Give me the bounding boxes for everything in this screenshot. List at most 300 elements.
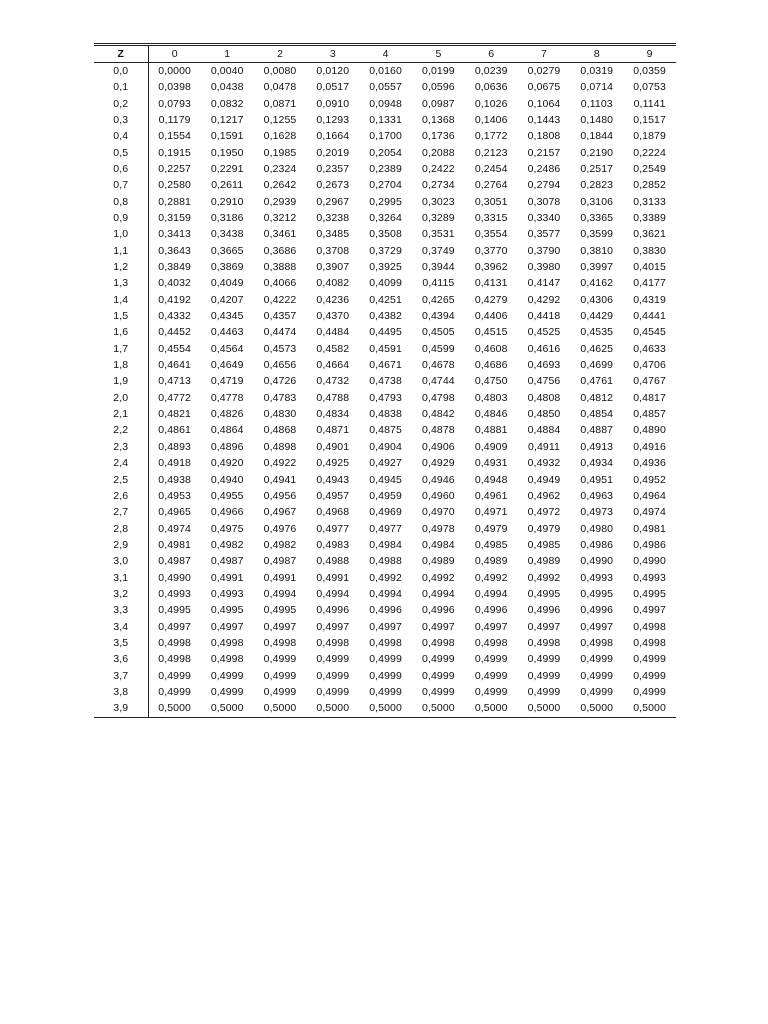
probability-cell: 0,4948 (474, 473, 508, 486)
probability-cell: 0,4957 (316, 489, 350, 502)
probability-cell: 0,4936 (633, 457, 666, 470)
probability-cell: 0,4977 (369, 522, 402, 535)
probability-cell: 0,3485 (316, 228, 350, 241)
probability-cell: 0,3888 (263, 261, 297, 274)
probability-cell: 0,2910 (210, 195, 244, 208)
z-value-cell: 1,3 (94, 275, 148, 291)
probability-cell: 0,4981 (158, 538, 191, 551)
probability-cell: 0,4956 (263, 489, 297, 502)
probability-cell: 0,4985 (474, 538, 508, 551)
probability-cell: 0,4808 (527, 391, 561, 404)
probability-cell: 0,4999 (422, 669, 455, 682)
probability-cell: 0,4850 (527, 408, 561, 421)
probability-cell: 0,1808 (527, 130, 561, 143)
z-value-cell: 2,1 (94, 406, 148, 422)
probability-cell: 0,4988 (316, 555, 350, 568)
probability-cell: 0,2642 (263, 179, 297, 192)
table-header (94, 45, 676, 63)
probability-cell: 0,4999 (474, 669, 508, 682)
probability-cell: 0,2549 (633, 162, 666, 175)
probability-cell: 0,4983 (316, 538, 350, 551)
probability-cell: 0,3997 (580, 261, 614, 274)
probability-cell: 0,2939 (263, 195, 297, 208)
probability-cell: 0,4999 (369, 685, 402, 698)
probability-cell: 0,4996 (369, 604, 402, 617)
probability-cell: 0,4995 (158, 604, 191, 617)
probability-cell: 0,4871 (316, 424, 350, 437)
probability-cell: 0,4838 (369, 408, 402, 421)
probability-cell: 0,4999 (158, 685, 191, 698)
probability-cell: 0,4345 (210, 310, 244, 323)
probability-cell: 0,4999 (633, 685, 666, 698)
probability-cell: 0,4732 (316, 375, 350, 388)
table-row (94, 210, 676, 226)
probability-cell: 0,4049 (210, 277, 244, 290)
probability-cell: 0,4993 (210, 587, 244, 600)
probability-cell: 0,4992 (474, 571, 508, 584)
probability-cell: 0,4989 (474, 555, 508, 568)
probability-cell: 0,2054 (369, 146, 402, 159)
probability-cell: 0,4977 (316, 522, 350, 535)
probability-cell: 0,2764 (474, 179, 508, 192)
z-value-cell: 3,9 (94, 700, 148, 717)
probability-cell: 0,0160 (369, 64, 402, 77)
probability-cell: 0,4525 (527, 326, 561, 339)
column-header: 8 (570, 45, 623, 63)
probability-cell: 0,3869 (210, 261, 244, 274)
probability-cell: 0,3907 (316, 261, 350, 274)
probability-cell: 0,4545 (633, 326, 666, 339)
probability-cell: 0,4967 (263, 506, 297, 519)
probability-cell: 0,4968 (316, 506, 350, 519)
column-header: 7 (518, 45, 571, 63)
probability-cell: 0,4976 (263, 522, 297, 535)
probability-cell: 0,4082 (316, 277, 350, 290)
probability-cell: 0,4778 (210, 391, 244, 404)
probability-cell: 0,4943 (316, 473, 350, 486)
probability-cell: 0,4927 (369, 457, 402, 470)
table-row (94, 602, 676, 618)
probability-cell: 0,2734 (422, 179, 455, 192)
probability-cell: 0,4997 (527, 620, 561, 633)
probability-cell: 0,4955 (210, 489, 244, 502)
probability-cell: 0,0832 (210, 97, 244, 110)
probability-cell: 0,3665 (210, 244, 244, 257)
probability-cell: 0,4913 (580, 440, 614, 453)
probability-cell: 0,3554 (474, 228, 508, 241)
table-body (94, 63, 676, 718)
probability-cell: 0,4997 (633, 604, 666, 617)
probability-cell: 0,4938 (158, 473, 191, 486)
probability-cell: 0,2357 (316, 162, 350, 175)
probability-cell: 0,4817 (633, 391, 666, 404)
probability-cell: 0,4999 (527, 653, 561, 666)
z-value-cell: 0,6 (94, 161, 148, 177)
table-row (94, 635, 676, 651)
probability-cell: 0,4713 (158, 375, 191, 388)
probability-cell: 0,4966 (210, 506, 244, 519)
probability-cell: 0,4878 (422, 424, 455, 437)
z-value-cell: 3,2 (94, 586, 148, 602)
probability-cell: 0,4906 (422, 440, 455, 453)
probability-cell: 0,4999 (474, 685, 508, 698)
probability-cell: 0,2422 (422, 162, 455, 175)
probability-cell: 0,4192 (158, 293, 191, 306)
probability-cell: 0,3599 (580, 228, 614, 241)
probability-cell: 0,4986 (580, 538, 614, 551)
table-row (94, 145, 676, 161)
table-row (94, 668, 676, 684)
probability-cell: 0,4616 (527, 342, 561, 355)
probability-cell: 0,4999 (158, 669, 191, 682)
table-row (94, 259, 676, 275)
probability-cell: 0,1255 (263, 113, 297, 126)
probability-cell: 0,4999 (633, 669, 666, 682)
z-value-cell: 3,4 (94, 619, 148, 635)
probability-cell: 0,4066 (263, 277, 297, 290)
probability-cell: 0,4767 (633, 375, 666, 388)
probability-cell: 0,4826 (210, 408, 244, 421)
probability-cell: 0,4963 (580, 489, 614, 502)
probability-cell: 0,4484 (316, 326, 350, 339)
probability-cell: 0,5000 (412, 700, 465, 717)
probability-cell: 0,4990 (158, 571, 191, 584)
table-row (94, 406, 676, 422)
probability-cell: 0,4896 (210, 440, 244, 453)
probability-cell: 0,4332 (158, 310, 191, 323)
table-row (94, 79, 676, 95)
probability-cell: 0,4633 (633, 342, 666, 355)
probability-cell: 0,4994 (369, 587, 402, 600)
probability-cell: 0,2486 (527, 162, 561, 175)
probability-cell: 0,2157 (527, 146, 561, 159)
probability-cell: 0,4772 (158, 391, 191, 404)
probability-cell: 0,4995 (263, 604, 297, 617)
probability-cell: 0,3577 (527, 228, 561, 241)
probability-cell: 0,4941 (263, 473, 297, 486)
column-header: 0 (148, 45, 201, 63)
probability-cell: 0,4989 (527, 555, 561, 568)
probability-cell: 0,3078 (527, 195, 561, 208)
probability-cell: 0,0199 (422, 64, 455, 77)
probability-cell: 0,2823 (580, 179, 614, 192)
probability-cell: 0,4678 (422, 359, 455, 372)
probability-cell: 0,0948 (369, 97, 402, 110)
probability-cell: 0,4931 (474, 457, 508, 470)
probability-cell: 0,4812 (580, 391, 614, 404)
table-row (94, 700, 676, 717)
probability-cell: 0,4922 (263, 457, 297, 470)
probability-cell: 0,4997 (210, 620, 244, 633)
probability-cell: 0,4699 (580, 359, 614, 372)
table-row (94, 423, 676, 439)
table-row (94, 684, 676, 700)
probability-cell: 0,4993 (580, 571, 614, 584)
probability-cell: 0,4998 (422, 636, 455, 649)
probability-cell: 0,5000 (518, 700, 571, 717)
table-row (94, 488, 676, 504)
probability-cell: 0,4881 (474, 424, 508, 437)
probability-cell: 0,2257 (158, 162, 191, 175)
probability-cell: 0,4370 (316, 310, 350, 323)
probability-cell: 0,4980 (580, 522, 614, 535)
table-row (94, 292, 676, 308)
probability-cell: 0,4995 (633, 587, 666, 600)
z-value-cell: 0,9 (94, 210, 148, 226)
z-value-cell: 2,7 (94, 504, 148, 520)
probability-cell: 0,4918 (158, 457, 191, 470)
probability-cell: 0,4608 (474, 342, 508, 355)
table-row (94, 177, 676, 193)
probability-cell: 0,4985 (527, 538, 561, 551)
probability-cell: 0,4982 (210, 538, 244, 551)
probability-cell: 0,1517 (633, 113, 666, 126)
probability-cell: 0,4990 (633, 555, 666, 568)
table-row (94, 390, 676, 406)
probability-cell: 0,4998 (316, 636, 350, 649)
probability-cell: 0,1915 (158, 146, 191, 159)
probability-cell: 0,4993 (158, 587, 191, 600)
probability-cell: 0,4965 (158, 506, 191, 519)
probability-cell: 0,4997 (158, 620, 191, 633)
probability-cell: 0,1064 (527, 97, 561, 110)
probability-cell: 0,4474 (263, 326, 297, 339)
probability-cell: 0,4319 (633, 293, 666, 306)
probability-cell: 0,4854 (580, 408, 614, 421)
probability-cell: 0,4656 (263, 359, 297, 372)
probability-cell: 0,3686 (263, 244, 297, 257)
probability-cell: 0,4207 (210, 293, 244, 306)
probability-cell: 0,4463 (210, 326, 244, 339)
probability-cell: 0,4996 (474, 604, 508, 617)
probability-cell: 0,5000 (201, 700, 254, 717)
probability-cell: 0,0987 (422, 97, 455, 110)
probability-cell: 0,4131 (474, 277, 508, 290)
probability-cell: 0,0910 (316, 97, 350, 110)
probability-cell: 0,4904 (369, 440, 402, 453)
probability-cell: 0,4989 (422, 555, 455, 568)
probability-cell: 0,1985 (263, 146, 297, 159)
probability-cell: 0,3186 (210, 212, 244, 225)
probability-cell: 0,3438 (210, 228, 244, 241)
column-header: 1 (201, 45, 254, 63)
z-value-cell: 0,5 (94, 145, 148, 161)
probability-cell: 0,4279 (474, 293, 508, 306)
probability-cell: 0,1736 (422, 130, 455, 143)
z-value-cell: 1,2 (94, 259, 148, 275)
probability-cell: 0,4998 (633, 620, 666, 633)
probability-cell: 0,4625 (580, 342, 614, 355)
probability-cell: 0,4992 (527, 571, 561, 584)
probability-cell: 0,3389 (633, 212, 666, 225)
probability-cell: 0,4991 (210, 571, 244, 584)
table-row (94, 128, 676, 144)
table-row (94, 341, 676, 357)
probability-cell: 0,4890 (633, 424, 666, 437)
table-row (94, 357, 676, 373)
probability-cell: 0,0557 (369, 81, 402, 94)
probability-cell: 0,4441 (633, 310, 666, 323)
z-value-cell: 1,1 (94, 243, 148, 259)
probability-cell: 0,3106 (580, 195, 614, 208)
probability-cell: 0,4999 (422, 653, 455, 666)
probability-cell: 0,1103 (580, 97, 613, 110)
probability-cell: 0,0080 (263, 64, 297, 77)
probability-cell: 0,4846 (474, 408, 508, 421)
z-value-cell: 2,5 (94, 472, 148, 488)
probability-cell: 0,4998 (158, 653, 191, 666)
probability-cell: 0,4893 (158, 440, 191, 453)
probability-cell: 0,4357 (263, 310, 297, 323)
probability-cell: 0,3944 (422, 261, 455, 274)
z-value-cell: 2,2 (94, 423, 148, 439)
probability-cell: 0,2324 (263, 162, 297, 175)
column-header: 9 (623, 45, 676, 63)
probability-cell: 0,4099 (369, 277, 402, 290)
probability-cell: 0,3023 (422, 195, 455, 208)
probability-cell: 0,4993 (633, 571, 666, 584)
probability-cell: 0,4573 (263, 342, 297, 355)
probability-cell: 0,4875 (369, 424, 402, 437)
probability-cell: 0,0438 (210, 81, 244, 94)
probability-cell: 0,0871 (263, 97, 297, 110)
probability-cell: 0,4821 (158, 408, 191, 421)
table-row (94, 521, 676, 537)
z-value-cell: 3,5 (94, 635, 148, 651)
probability-cell: 0,0398 (158, 81, 191, 94)
probability-cell: 0,4505 (422, 326, 455, 339)
probability-cell: 0,1443 (527, 113, 561, 126)
probability-cell: 0,4972 (527, 506, 561, 519)
probability-cell: 0,4960 (422, 489, 455, 502)
column-header: 3 (306, 45, 359, 63)
probability-cell: 0,4726 (263, 375, 297, 388)
probability-cell: 0,3621 (633, 228, 666, 241)
probability-cell: 0,0636 (474, 81, 508, 94)
probability-cell: 0,4998 (527, 636, 561, 649)
probability-cell: 0,4991 (316, 571, 350, 584)
probability-cell: 0,4984 (369, 538, 402, 551)
probability-cell: 0,4974 (158, 522, 191, 535)
probability-cell: 0,4996 (580, 604, 614, 617)
z-column-header: Z (94, 45, 148, 63)
probability-cell: 0,2580 (158, 179, 191, 192)
probability-cell: 0,4999 (210, 685, 244, 698)
probability-cell: 0,1331 (369, 113, 402, 126)
probability-cell: 0,2852 (633, 179, 666, 192)
probability-cell: 0,4429 (580, 310, 614, 323)
probability-cell: 0,4798 (422, 391, 455, 404)
probability-cell: 0,0279 (527, 64, 561, 77)
probability-cell: 0,4015 (633, 261, 666, 274)
probability-cell: 0,2967 (316, 195, 350, 208)
probability-cell: 0,4964 (633, 489, 666, 502)
probability-cell: 0,2389 (369, 162, 402, 175)
probability-cell: 0,3289 (422, 212, 455, 225)
probability-cell: 0,4997 (580, 620, 614, 633)
probability-cell: 0,4992 (422, 571, 455, 584)
probability-cell: 0,4803 (474, 391, 508, 404)
probability-cell: 0,4995 (210, 604, 244, 617)
table-row (94, 651, 676, 667)
probability-cell: 0,4750 (474, 375, 508, 388)
probability-cell: 0,4649 (210, 359, 244, 372)
probability-cell: 0,4998 (158, 636, 191, 649)
probability-cell: 0,5000 (254, 700, 307, 717)
probability-cell: 0,3643 (158, 244, 191, 257)
probability-cell: 0,4292 (527, 293, 561, 306)
probability-cell: 0,4988 (369, 555, 402, 568)
probability-cell: 0,4999 (369, 669, 402, 682)
probability-cell: 0,4998 (633, 636, 666, 649)
probability-cell: 0,3461 (263, 228, 297, 241)
probability-cell: 0,0596 (422, 81, 455, 94)
z-value-cell: 0,4 (94, 128, 148, 144)
probability-cell: 0,3238 (316, 212, 350, 225)
table-row (94, 586, 676, 602)
probability-cell: 0,2224 (633, 146, 666, 159)
probability-cell: 0,4997 (263, 620, 297, 633)
probability-cell: 0,4793 (369, 391, 402, 404)
column-header: 2 (254, 45, 307, 63)
probability-cell: 0,4857 (633, 408, 666, 421)
probability-cell: 0,2123 (474, 146, 508, 159)
probability-cell: 0,4761 (580, 375, 614, 388)
z-value-cell: 2,8 (94, 521, 148, 537)
z-value-cell: 1,9 (94, 374, 148, 390)
probability-cell: 0,1879 (633, 130, 666, 143)
probability-cell: 0,4236 (316, 293, 350, 306)
probability-cell: 0,4929 (422, 457, 455, 470)
probability-cell: 0,0120 (316, 64, 350, 77)
probability-cell: 0,4515 (474, 326, 508, 339)
probability-cell: 0,4998 (210, 653, 244, 666)
table-row (94, 537, 676, 553)
probability-cell: 0,4999 (263, 685, 297, 698)
table-row (94, 455, 676, 471)
probability-cell: 0,4946 (422, 473, 455, 486)
z-value-cell: 1,8 (94, 357, 148, 373)
probability-cell: 0,1591 (210, 130, 244, 143)
probability-cell: 0,3925 (369, 261, 402, 274)
probability-cell: 0,1950 (210, 146, 244, 159)
table-row (94, 226, 676, 242)
probability-cell: 0,4920 (210, 457, 244, 470)
probability-cell: 0,0714 (580, 81, 614, 94)
probability-cell: 0,4582 (316, 342, 350, 355)
z-value-cell: 2,9 (94, 537, 148, 553)
probability-cell: 0,4970 (422, 506, 455, 519)
probability-cell: 0,4162 (580, 277, 614, 290)
probability-cell: 0,4995 (580, 587, 614, 600)
probability-cell: 0,4981 (633, 522, 666, 535)
z-value-cell: 1,5 (94, 308, 148, 324)
z-value-cell: 3,6 (94, 651, 148, 667)
probability-cell: 0,4999 (580, 685, 614, 698)
probability-cell: 0,0478 (263, 81, 297, 94)
probability-cell: 0,4978 (422, 522, 455, 535)
probability-cell: 0,4783 (263, 391, 297, 404)
probability-cell: 0,4884 (527, 424, 561, 437)
probability-cell: 0,1844 (580, 130, 614, 143)
probability-cell: 0,4599 (422, 342, 455, 355)
probability-cell: 0,1772 (474, 130, 508, 143)
probability-cell: 0,3340 (527, 212, 561, 225)
probability-cell: 0,3413 (158, 228, 191, 241)
probability-cell: 0,4306 (580, 293, 614, 306)
probability-cell: 0,0753 (633, 81, 666, 94)
probability-cell: 0,4925 (316, 457, 350, 470)
